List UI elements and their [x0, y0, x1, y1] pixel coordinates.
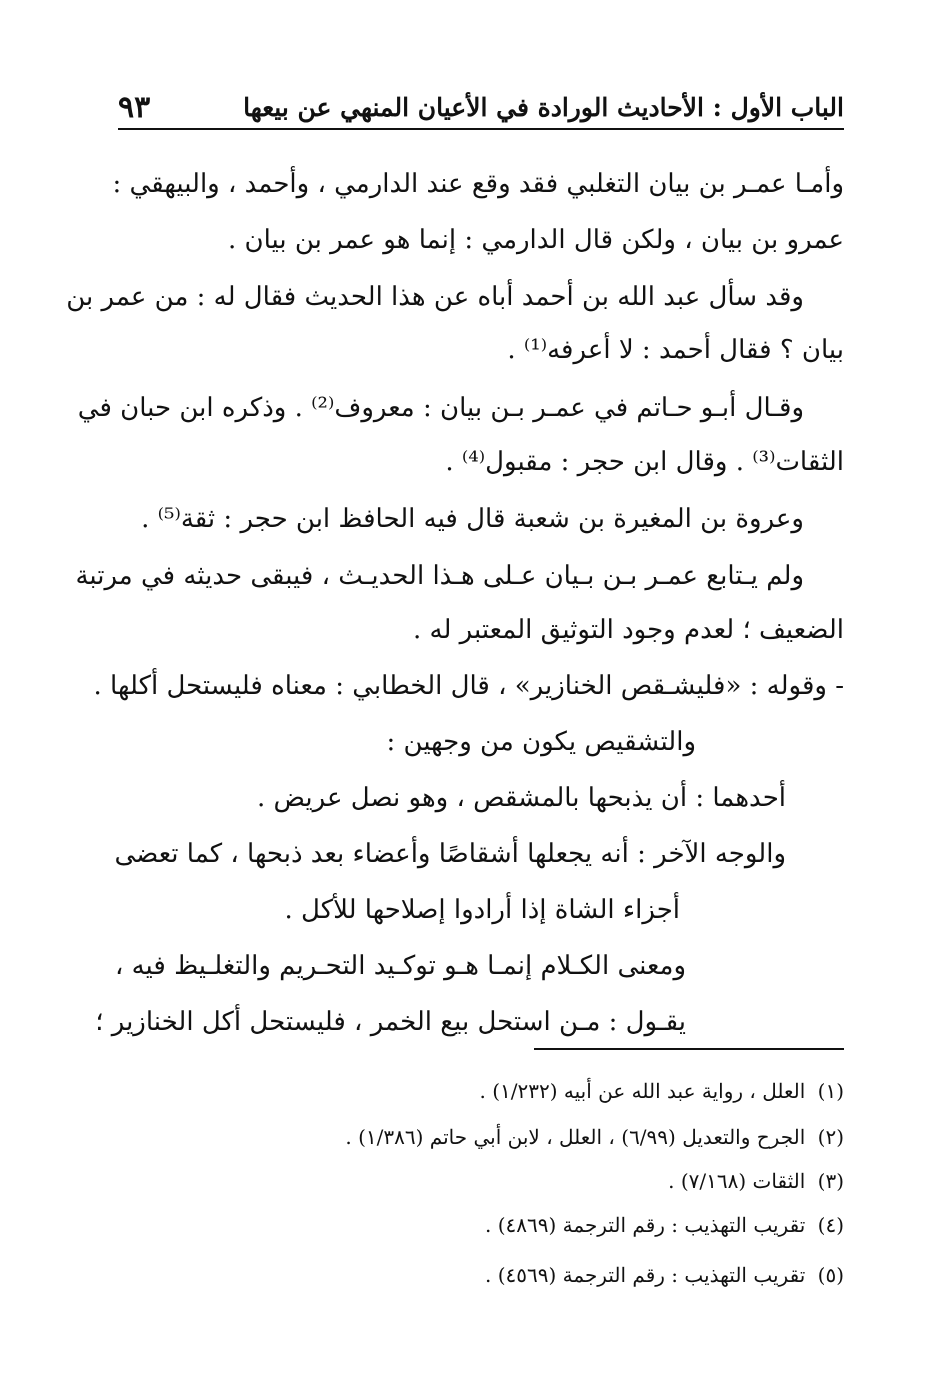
body-line: - وقوله : «فليشـقص الخنازير» ، قال الخطابي : معناه فليستحل أكلها . [93, 671, 844, 701]
body-line: الثقات⁽³⁾ . وقال ابن حجر : مقبول⁽⁴⁾ . [445, 447, 844, 477]
page-number: ٩٣ [118, 90, 151, 125]
body-line: ومعنى الكـلام إنمـا هـو توكـيد التحـريم والتغلـيظ فيه ، [114, 951, 686, 981]
body-line: وعروة بن المغيرة بن شعبة قال فيه الحافظ ابن حجر : ثقة⁽⁵⁾ . [141, 504, 804, 534]
footnote-marker: (٤) [817, 1213, 844, 1237]
footnote-separator [534, 1048, 844, 1050]
header-rule [118, 128, 844, 130]
footnote-marker: (٣) [817, 1169, 844, 1193]
body-line: وقـال أبـو حـاتم في عمـر بـن بيان : معروف⁽²⁾ . وذكره ابن حبان في [77, 393, 804, 423]
body-line: وقد سأل عبد الله بن أحمد أباه عن هذا الحديث فقال له : من عمر بن [66, 282, 804, 312]
footnote-text: الثقات (٧/١٦٨) . [668, 1169, 806, 1193]
page-header [118, 84, 844, 124]
body-line: ولم يـتابع عمـر بـن بـيان عـلى هـذا الحديـث ، فيبقى حديثه في مرتبة [75, 561, 804, 591]
footnote-text: تقريب التهذيب : رقم الترجمة (٤٥٦٩) . [485, 1263, 806, 1287]
footnote-marker: (٢) [817, 1125, 844, 1149]
footnote-text: الجرح والتعديل (٦/٩٩) ، العلل ، لابن أبي حاتم (١/٣٨٦) . [345, 1125, 806, 1149]
body-line: أحدهما : أن يذبحها بالمشقص ، وهو نصل عريض . [257, 783, 786, 813]
footnote [300, 1076, 844, 1106]
body-line: أجزاء الشاة إذا أرادوا إصلاحها للأكل . [284, 895, 680, 925]
running-title: الباب الأول : الأحاديث الورادة في الأعيان المنهي عن بيعها [243, 93, 844, 122]
footnote [300, 1260, 844, 1290]
footnote [300, 1210, 844, 1240]
footnote [300, 1166, 844, 1196]
body-line: عمرو بن بيان ، ولكن قال الدارمي : إنما هو عمر بن بيان . [227, 225, 844, 255]
footnote [200, 1122, 844, 1152]
body-line: يقـول : مـن استحل بيع الخمر ، فليستحل أكل الخنازير ؛ [95, 1007, 686, 1037]
footnote-marker: (١) [817, 1079, 844, 1103]
body-line: والوجه الآخر : أنه يجعلها أشقاصًا وأعضاء بعد ذبحها ، كما تعضى [114, 839, 786, 869]
body-line: والتشقيص يكون من وجهين : [386, 727, 696, 757]
footnote-text: العلل ، رواية عبد الله عن أبيه (١/٢٣٢) . [479, 1079, 806, 1103]
body-line: الضعيف ؛ لعدم وجود التوثيق المعتبر له . [412, 615, 844, 645]
footnote-text: تقريب التهذيب : رقم الترجمة (٤٨٦٩) . [485, 1213, 806, 1237]
footnote-marker: (٥) [817, 1263, 844, 1287]
body-line: بيان ؟ فقال أحمد : لا أعرفه⁽¹⁾ . [507, 335, 844, 365]
body-line: وأمـا عمـر بن بيان التغلبي فقد وقع عند الدارمي ، وأحمد ، والبيهقي : [112, 169, 844, 199]
